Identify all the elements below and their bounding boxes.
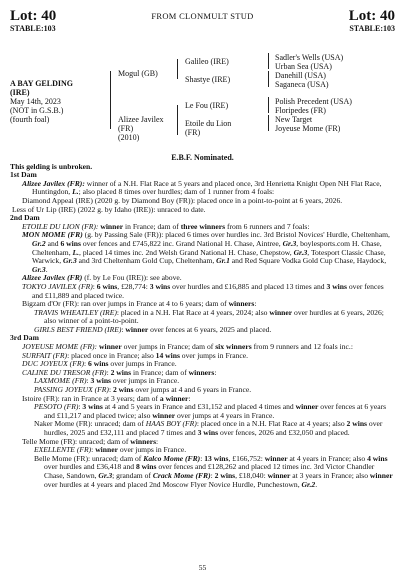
- horse-name: A BAY GELDING: [10, 79, 73, 88]
- lot-number-right: Lot: 40: [348, 8, 395, 24]
- dam-dam: Etoile du Lion: [185, 119, 232, 128]
- alizee-entry: Alizee Javilex (FR) (f. by Le Fou (IRE)): see above.: [22, 273, 182, 283]
- brace-2b: [177, 105, 178, 135]
- foal-1: Diamond Appeal (IRE) (2020 g. by Diamond Boy (FR)): placed once in a point-to-point at 6 years, 2026.: [22, 195, 343, 205]
- page-header: [10, 8, 395, 34]
- caline-entry: CALINE DU TRESOR (FR): 2 wins in France; dam of winners:: [22, 367, 217, 377]
- bigzam-entry: Bigzam d'Or (FR): ran over jumps in France at 4 to 6 years; dam of winners:: [22, 299, 257, 309]
- second-dam-paragraph: ETOILE DU LION (FR): winner in France; dam of three winners from 6 runners and 7 foals:: [22, 221, 310, 231]
- brace-1: [110, 71, 111, 129]
- dam-country: (FR): [118, 124, 134, 133]
- brace-3d: [268, 115, 269, 131]
- travis-entry: TRAVIS WHEATLEY (IRE): placed in a N.H. Flat Race at 4 years, 2024; also winner over hurdles at 6 years, 2026; also winner of a point-to-point.: [34, 307, 384, 326]
- duc-entry: DUC JOYEUX (FR): 6 wins over jumps in France.: [22, 359, 177, 369]
- ggp-8: Joyeuse Mome (FR): [275, 124, 341, 133]
- belle-entry: Belle Mome (FR): unraced; dam of Kalco Mome (FR): 13 wins, £166,752: winner at 4 years in France; also 4 wins over hurdles and £36,418 and 8 wins over fences and £128,262 and placed 12 times inc. 3rd Victor Chandler Chase, Sandown, Gr.3; grandam of Crack Mome (FR): 2 wins, £18,040: winner at 3 years in France; also winner over hurdles at 4 years and placed 2nd Moscow Flyer Novice Hurdle, Punchestown, Gr.2.: [34, 453, 393, 489]
- section-3rd-dam: 3rd Dam: [10, 333, 39, 343]
- pedigree-table: [10, 53, 395, 152]
- ggp-2: Urban Sea (USA): [275, 62, 332, 71]
- ebf-note: E.B.F. Nominated.: [171, 153, 234, 162]
- ggp-7: New Target: [275, 115, 313, 124]
- brace-3a: [268, 53, 269, 69]
- horse-gsb: (NOT in G.S.B.): [10, 106, 64, 115]
- brace-2a: [177, 59, 178, 79]
- exellente-entry: EXELLENTE (FR): winner over jumps in France.: [34, 445, 187, 455]
- sire-sire: Galileo (IRE): [185, 57, 229, 66]
- ggp-6: Floripedes (FR): [275, 106, 326, 115]
- stable-number-left: STABLE:103: [10, 24, 56, 33]
- section-1st-dam: 1st Dam: [10, 170, 37, 180]
- dam: Alizee Javilex: [118, 115, 164, 124]
- brace-3c: [268, 97, 269, 113]
- mon-mome-entry: MON MOME (FR) (g. by Passing Sale (FR)): placed 6 times over hurdles inc. 3rd Bristol Novices' Hurdle, Cheltenham, Gr.2 and 6 wins over fences and £745,822 inc. Grand National H. Chase, Aintree, Gr.3, boylesports.com H. Chase, Cheltenham, L., placed 14 times inc. 2nd Welsh Grand National H. Chase, Chepstow, Gr.3, Totesport Classic Chase, Warwick, Gr.3 and 3rd Cheltenham Gold Cup, Cheltenham, Gr.1 and Red Square Vodka Gold Cup Chase, Haydock, Gr.3.: [22, 230, 390, 274]
- section-2nd-dam: 2nd Dam: [10, 213, 40, 223]
- passing-entry: PASSING JOYEUX (FR): 2 wins over jumps at 4 and 6 years in France.: [34, 385, 252, 395]
- laxmome-entry: LAXMOME (FR): 3 wins over jumps in France.: [34, 376, 180, 386]
- ggp-1: Sadler's Wells (USA): [275, 53, 344, 62]
- horse-country: (IRE): [10, 88, 30, 97]
- surfait-entry: SURFAIT (FR): placed once in France; also 14 wins over jumps in France.: [22, 350, 249, 360]
- ggp-4: Saganeca (USA): [275, 80, 329, 89]
- ggp-5: Polish Precedent (USA): [275, 97, 352, 106]
- dam-year: (2010): [118, 133, 140, 142]
- unbroken-note: This gelding is unbroken.: [10, 161, 93, 171]
- istoire-entry: Istoire (FR): ran in France at 3 years; dam of a winner:: [22, 393, 191, 403]
- ggp-3: Danehill (USA): [275, 71, 326, 80]
- girls-entry: GIRLS BEST FRIEND (IRE): winner over fences at 6 years, 2025 and placed.: [34, 324, 272, 334]
- dam-dam-country: (FR): [185, 128, 201, 137]
- naker-entry: Naker Mome (FR): unraced; dam of HAAS BOY (FR): placed once in a N.H. Flat Race at 4 years; also 2 wins over hurdles, 2025 and £32,111 and placed 7 times and 3 wins over fences, 2026 and £32,050 and placed.: [34, 419, 383, 437]
- catalogue-body: [10, 153, 395, 489]
- third-dam-paragraph: JOYEUSE MOME (FR): winner over jumps in France; dam of six winners from 9 runners and 12 foals inc.:: [22, 342, 353, 352]
- foal-2: Less of Ur Lip (IRE) (2022 g. by Idaho (IRE)): unraced to date.: [12, 204, 206, 214]
- dam-paragraph: Alizee Javilex (FR): winner of a N.H. Flat Race at 5 years and placed once, 3rd Henrietta Knight Open NH Flat Race, Huntingdon, L.; also placed 8 times over hurdles; dam of 1 runner from 4 foals:: [22, 178, 382, 197]
- lot-number-left: Lot: 40: [10, 8, 57, 24]
- tokyo-entry: TOKYO JAVILEX (FR): 6 wins, £28,774: 3 wins over hurdles and £16,885 and placed 13 times and 3 wins over fences and £11,889 and placed twice.: [22, 281, 384, 300]
- brace-3b: [268, 71, 269, 87]
- consignor: FROM CLONMULT STUD: [151, 11, 254, 21]
- sire: Mogul (GB): [118, 69, 158, 78]
- stable-number-right: STABLE:103: [349, 24, 395, 33]
- page-number: 55: [198, 563, 207, 572]
- horse-dob: May 14th, 2023: [10, 97, 61, 106]
- telle-entry: Telle Mome (FR): unraced; dam of winners:: [22, 436, 159, 446]
- sire-dam: Shastye (IRE): [185, 75, 231, 84]
- horse-foal: (fourth foal): [10, 115, 50, 124]
- pesoto-entry: PESOTO (FR): 3 wins at 4 and 5 years in France and £31,152 and placed 4 times and winner over fences at 6 years and £11,217 and placed twice; also winner over jumps at 4 years in France.: [34, 402, 387, 420]
- dam-sire: Le Fou (IRE): [185, 101, 229, 110]
